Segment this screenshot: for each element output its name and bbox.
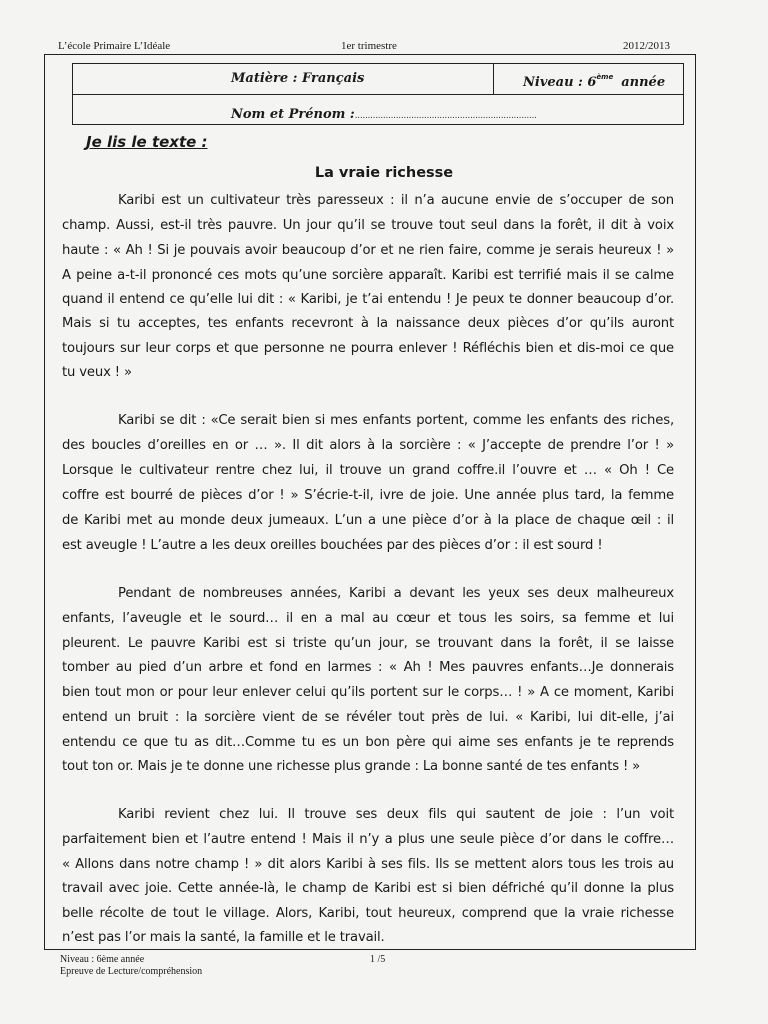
text-line: belle récolte de tout le village. Alors, Karibi, tout heureux, comprend que la vraie richesse bbox=[62, 906, 674, 921]
name-field[interactable]: ....................................................................... bbox=[354, 111, 537, 121]
footer-exam: Epreuve de Lecture/compréhension bbox=[60, 966, 203, 977]
text-line: toujours sur leur corps et que personne ne pourra enlever ! Réfléchis bien et dis-moi ce que bbox=[62, 341, 674, 356]
level-prefix: Niveau : 6 bbox=[523, 75, 597, 90]
text-line: quand il entend ce qu’elle lui dit : « Karibi, je t’ai entendu ! Je peux te donner beaucoup d’or. bbox=[62, 292, 674, 307]
text-title: La vraie richesse bbox=[314, 165, 454, 181]
trimester-label: 1er trimestre bbox=[341, 40, 397, 52]
text-line: des boucles d’oreilles en or … ». Il dit alors à la sorcière : « J’accepte de prendre l’or ! » bbox=[62, 438, 674, 453]
school-name: L’école Primaire L’Idéale bbox=[58, 40, 171, 52]
page-number: 1 /5 bbox=[370, 954, 386, 965]
text-line: enfants, l’aveugle et le sourd… il en a mal au cœur et tous les soirs, sa femme et lui bbox=[62, 611, 674, 626]
page-header bbox=[58, 40, 670, 54]
text-line: Mais si tu acceptes, tes enfants recevront à la naissance deux pièces d’or qu’ils auront bbox=[62, 316, 674, 331]
text-line: Pendant de nombreuses années, Karibi a devant les yeux ses deux malheureux bbox=[118, 586, 674, 601]
text-line: tomber au pied d’un arbre et fond en larmes : « Ah ! Mes pauvres enfants…Je donnerais bbox=[62, 660, 674, 675]
text-line: champ. Aussi, est-il très pauvre. Un jour qu’il se trouve tout seul dans la forêt, il dit à voix bbox=[62, 218, 674, 233]
text-line: est aveugle ! L’autre a les deux oreilles bouchées par des pièces d’or : il est sourd ! bbox=[62, 538, 603, 553]
text-line: tu veux ! » bbox=[62, 365, 132, 380]
info-divider bbox=[493, 64, 494, 94]
text-line: bien tout mon or pour leur enlever celui qu’ils portent sur le corps… ! » A ce moment, Karibi bbox=[62, 685, 674, 700]
text-line: coffre est bourré de pièces d’or ! » S’écrie-t-il, ivre de joie. Une année plus tard, la femme bbox=[62, 488, 674, 503]
footer-level: Niveau : 6ème année bbox=[60, 954, 145, 965]
subject-label: Matière : Français bbox=[231, 71, 365, 86]
info-row-subject bbox=[73, 64, 683, 95]
info-box bbox=[72, 63, 684, 125]
text-line: Lorsque le cultivateur rentre chez lui, il trouve un grand coffre.il l’ouvre et … « Oh ! Ce bbox=[62, 463, 674, 478]
text-line: Karibi se dit : «Ce serait bien si mes enfants portent, comme les enfants des riches, bbox=[118, 413, 674, 428]
text-line: entend un bruit : la sorcière vient de se révéler tout près de lui. « Karibi, lui dit-elle, j’ai bbox=[62, 710, 674, 725]
text-line: n’est pas l’or mais la santé, la famille et le travail. bbox=[62, 930, 385, 945]
text-line: entendu ce que tu as dit…Comme tu es un bon père qui aime ses enfants je te reprends bbox=[62, 735, 674, 750]
text-line: « Allons dans notre champ ! » dit alors Karibi à ses fils. Ils se mettent alors tous les trois au bbox=[62, 857, 674, 872]
text-line: Karibi revient chez lui. Il trouve ses deux fils qui sautent de joie : l’un voit bbox=[118, 807, 674, 822]
name-label: Nom et Prénom : bbox=[231, 107, 355, 122]
name-row bbox=[231, 103, 537, 122]
text-line: de Karibi met au monde deux jumeaux. L’un a une pièce d’or à la place de chaque œil : il bbox=[62, 513, 674, 528]
text-line: pleurent. Le pauvre Karibi est si triste qu’un jour, se trouvant dans la forêt, il se laisse bbox=[62, 636, 674, 651]
text-line: A peine a-t-il prononcé ces mots qu’une sorcière apparaît. Karibi est terrifié mais il se calme bbox=[62, 268, 674, 283]
level-label bbox=[523, 71, 665, 90]
level-suffix: année bbox=[621, 75, 666, 90]
text-line: Karibi est un cultivateur très paresseux : il n’a aucune envie de s’occuper de son bbox=[118, 193, 674, 208]
level-superscript: ème bbox=[596, 73, 614, 81]
text-line: tout ton or. Mais je te donne une richesse plus grande : La bonne santé de tes enfants ! » bbox=[62, 759, 641, 774]
school-year: 2012/2013 bbox=[622, 40, 670, 52]
text-line: travail avec joie. Cette année-là, le champ de Karibi est si bien défriché qu’il donne la plus bbox=[62, 881, 674, 896]
text-line: parfaitement bien et l’autre entend ! Mais il n’y a plus une seule pièce d’or dans le coffre… bbox=[62, 832, 674, 847]
text-line: haute : « Ah ! Si je pouvais avoir beaucoup d’or et ne rien faire, comme je serais heureux ! » bbox=[62, 243, 674, 258]
section-title: Je lis le texte : bbox=[86, 133, 208, 151]
